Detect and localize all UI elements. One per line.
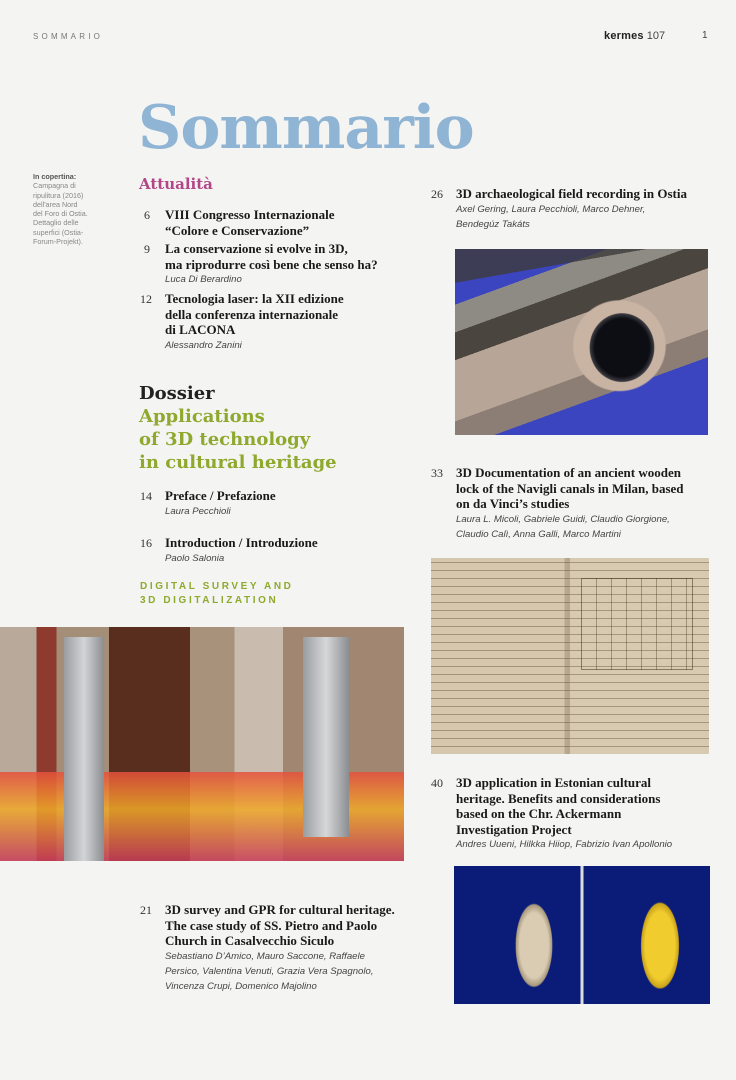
toc-title-line: di LACONA [165, 322, 236, 337]
cover-caption-line: superfici (Ostia- [33, 227, 84, 237]
toc-entry[interactable] [140, 535, 318, 566]
toc-page-number: 16 [140, 536, 152, 550]
running-header-brand [604, 30, 665, 42]
toc-entry[interactable] [431, 186, 687, 232]
toc-entry[interactable] [140, 488, 276, 519]
toc-authors: Andres Uueni, Hilkka Hiiop, Fabrizio Ivan Apollonio [456, 839, 673, 850]
toc-entry[interactable] [431, 465, 684, 542]
toc-authors: Axel Gering, Laura Pecchioli, Marco Dehner, [456, 203, 646, 215]
toc-title-line: lock of the Navigli canals in Milan, based [456, 480, 684, 496]
toc-page-number: 12 [140, 292, 152, 306]
toc-page-number: 9 [144, 242, 150, 256]
toc-title-line: 3D survey and GPR for cultural heritage. [165, 902, 395, 917]
cover-caption [33, 172, 99, 246]
page-title: Sommario [138, 93, 474, 163]
toc-title-line: Church in Casalvecchio Siculo [165, 933, 335, 948]
toc-page-number: 14 [140, 489, 152, 503]
toc-title-line: Introduction / Introduzione [165, 535, 318, 550]
toc-entry[interactable] [144, 207, 335, 238]
running-header-section: SOMMARIO [33, 32, 104, 41]
cover-caption-line: dell'area Nord [33, 199, 78, 209]
toc-title-line: La conservazione si evolve in 3D, [165, 241, 348, 256]
subsection-line: 3D DIGITALIZATION [140, 595, 279, 606]
toc-authors: Paolo Salonia [165, 552, 225, 564]
toc-title-line: heritage. Benefits and considerations [456, 790, 661, 806]
toc-entry[interactable] [140, 902, 395, 994]
angel-sculpture-3d-models-image [454, 866, 710, 1004]
subsection-line: DIGITAL SURVEY AND [140, 581, 294, 592]
toc-entry[interactable] [431, 775, 673, 852]
toc-page-number: 33 [431, 466, 443, 480]
toc-title-line: ma riprodurre così bene che senso ha? [165, 256, 378, 272]
brand-name: kermes [604, 30, 644, 42]
cover-caption-line: del Foro di Ostia. [33, 209, 88, 219]
cover-caption-label: In copertina: [33, 172, 77, 181]
toc-title-line: The case study of SS. Pietro and Paolo [165, 917, 378, 933]
section-heading-attualita: Attualità [139, 175, 213, 193]
toc-authors: Sebastiano D’Amico, Mauro Saccone, Raffaele [165, 950, 365, 962]
toc-title-line: Investigation Project [456, 821, 572, 837]
subsection-heading [140, 580, 294, 608]
dossier-label: Dossier [139, 383, 215, 404]
cover-caption-line: Dettaglio delle [33, 218, 79, 228]
cover-caption-line: Forum-Projekt). [33, 237, 83, 247]
dossier-title-line: in cultural heritage [139, 452, 337, 473]
toc-page-number: 21 [140, 903, 152, 917]
toc-authors: Laura L. Micoli, Gabriele Guidi, Claudio Giorgione, [456, 513, 670, 525]
cover-caption-line: Campagna di [33, 181, 76, 191]
toc-authors: Vincenza Crupi, Domenico Majolino [165, 980, 317, 992]
toc-title-line: della conferenza internazionale [165, 306, 339, 322]
toc-entry[interactable] [140, 291, 344, 353]
toc-title-line: Preface / Prefazione [165, 488, 276, 503]
toc-title-line: 3D archaeological field recording in Ostia [456, 186, 687, 201]
toc-title-line: on da Vinci’s studies [456, 496, 570, 511]
toc-title-line: VIII Congresso Internazionale [165, 207, 335, 222]
toc-page-number: 40 [431, 776, 443, 790]
toc-title-line: “Colore e Conservazione” [165, 222, 310, 238]
toc-title-line: 3D application in Estonian cultural [456, 775, 652, 790]
toc-title-line: Tecnologia laser: la XII edizione [165, 291, 344, 306]
cover-caption-line: ripulitura (2016) [33, 190, 84, 200]
toc-authors: Luca Di Berardino [165, 274, 242, 285]
toc-authors: Persico, Valentina Venuti, Grazia Vera Spagnolo, [165, 965, 374, 977]
dossier-heading [139, 382, 337, 474]
issue-number: 107 [646, 30, 666, 42]
church-interior-gpr-image [0, 627, 404, 861]
toc-entry[interactable] [144, 241, 378, 287]
dossier-title-line: Applications [139, 406, 265, 427]
page-number: 1 [702, 30, 708, 41]
archaeological-3d-scan-image [455, 249, 708, 435]
toc-page-number: 26 [431, 187, 443, 201]
toc-authors: Bendegúz Takáts [456, 218, 530, 230]
toc-authors: Alessandro Zanini [165, 339, 242, 351]
da-vinci-manuscript-image [431, 558, 709, 754]
toc-page-number: 6 [144, 208, 150, 222]
toc-authors: Laura Pecchioli [165, 505, 231, 517]
dossier-title-line: of 3D technology [139, 429, 311, 450]
toc-title-line: based on the Chr. Ackermann [456, 806, 622, 821]
toc-title-line: 3D Documentation of an ancient wooden [456, 465, 681, 480]
toc-authors: Claudio Calì, Anna Galli, Marco Martini [456, 528, 621, 540]
